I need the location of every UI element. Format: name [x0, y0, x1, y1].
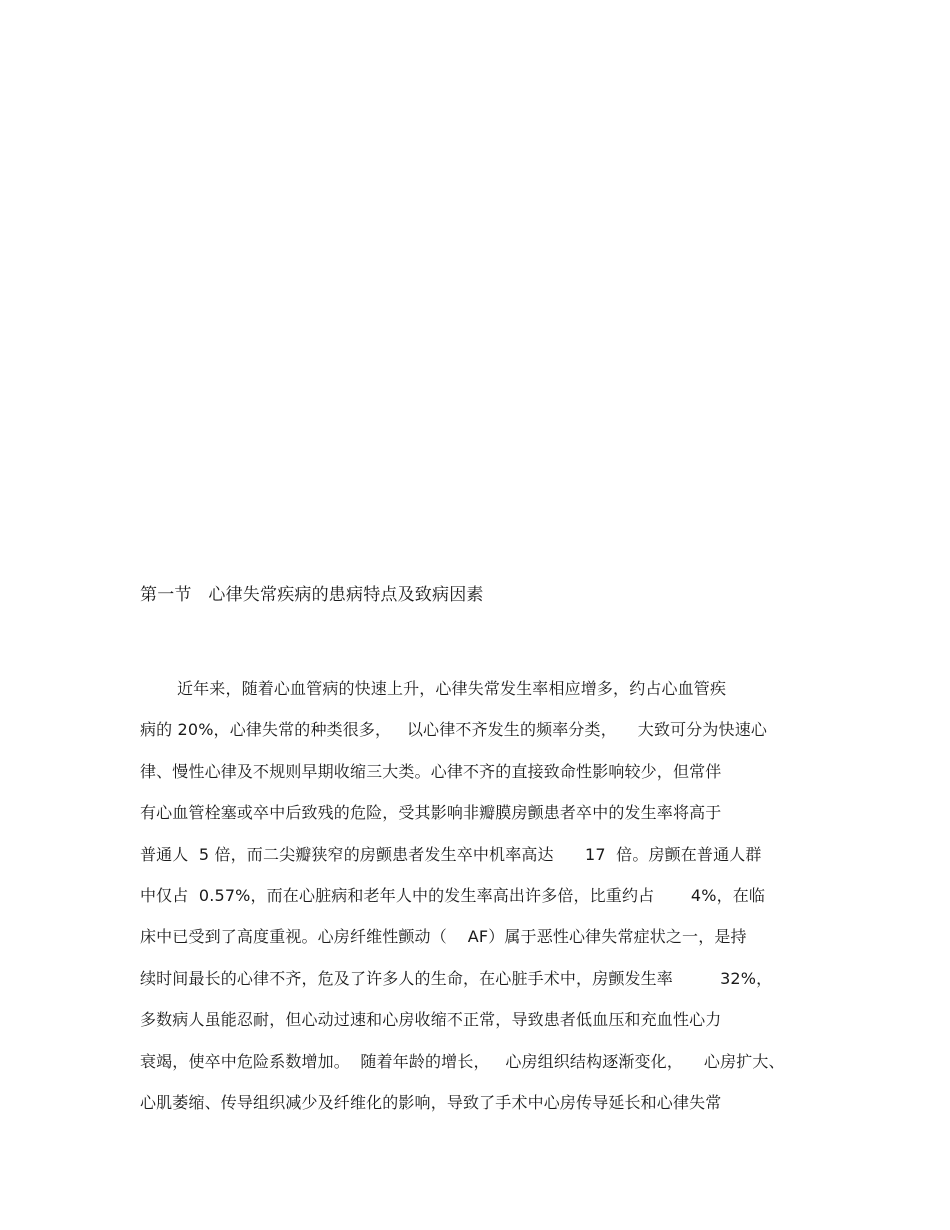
paragraph-line: 律、慢性心律及不规则早期收缩三大类。心律不齐的直接致命性影响较少，但常伴: [140, 761, 722, 781]
paragraph-line: 续时间最长的心律不齐，危及了许多人的生命，在心脏手术中，房颤发生率 32%，: [140, 968, 773, 988]
paragraph-line: 病的 20%，心律失常的种类很多， 以心律不齐发生的频率分类， 大致可分为快速心: [140, 720, 768, 740]
body-paragraph: [140, 677, 820, 1132]
paragraph-line: 床中已受到了高度重视。心房纤维性颤动（ AF）属于恶性心律失常症状之一，是持: [140, 927, 747, 947]
section-title: 第一节 心律失常疾病的患病特点及致病因素: [140, 585, 484, 605]
paragraph-line: 心肌萎缩、传导组织减少及纤维化的影响，导致了手术中心房传导延长和心律失常: [140, 1092, 722, 1112]
paragraph-line: 衰竭，使卒中危险系数增加。 随着年龄的增长， 心房组织结构逐渐变化， 心房扩大、: [140, 1051, 785, 1071]
paragraph-line: 有心血管栓塞或卒中后致残的危险，受其影响非瓣膜房颤患者卒中的发生率将高于: [140, 803, 722, 823]
paragraph-line: 多数病人虽能忍耐，但心动过速和心房收缩不正常，导致患者低血压和充血性心力: [140, 1010, 722, 1030]
paragraph-line: 近年来，随着心血管病的快速上升，心律失常发生率相应增多，约占心血管疾: [177, 679, 727, 698]
paragraph-line: 普通人 5 倍，而二尖瓣狭窄的房颤患者发生卒中机率高达 17 倍。房颤在普通人群: [140, 844, 762, 864]
paragraph-line: 中仅占 0.57%，而在心脏病和老年人中的发生率高出许多倍，比重约占 4%，在临: [140, 885, 766, 905]
